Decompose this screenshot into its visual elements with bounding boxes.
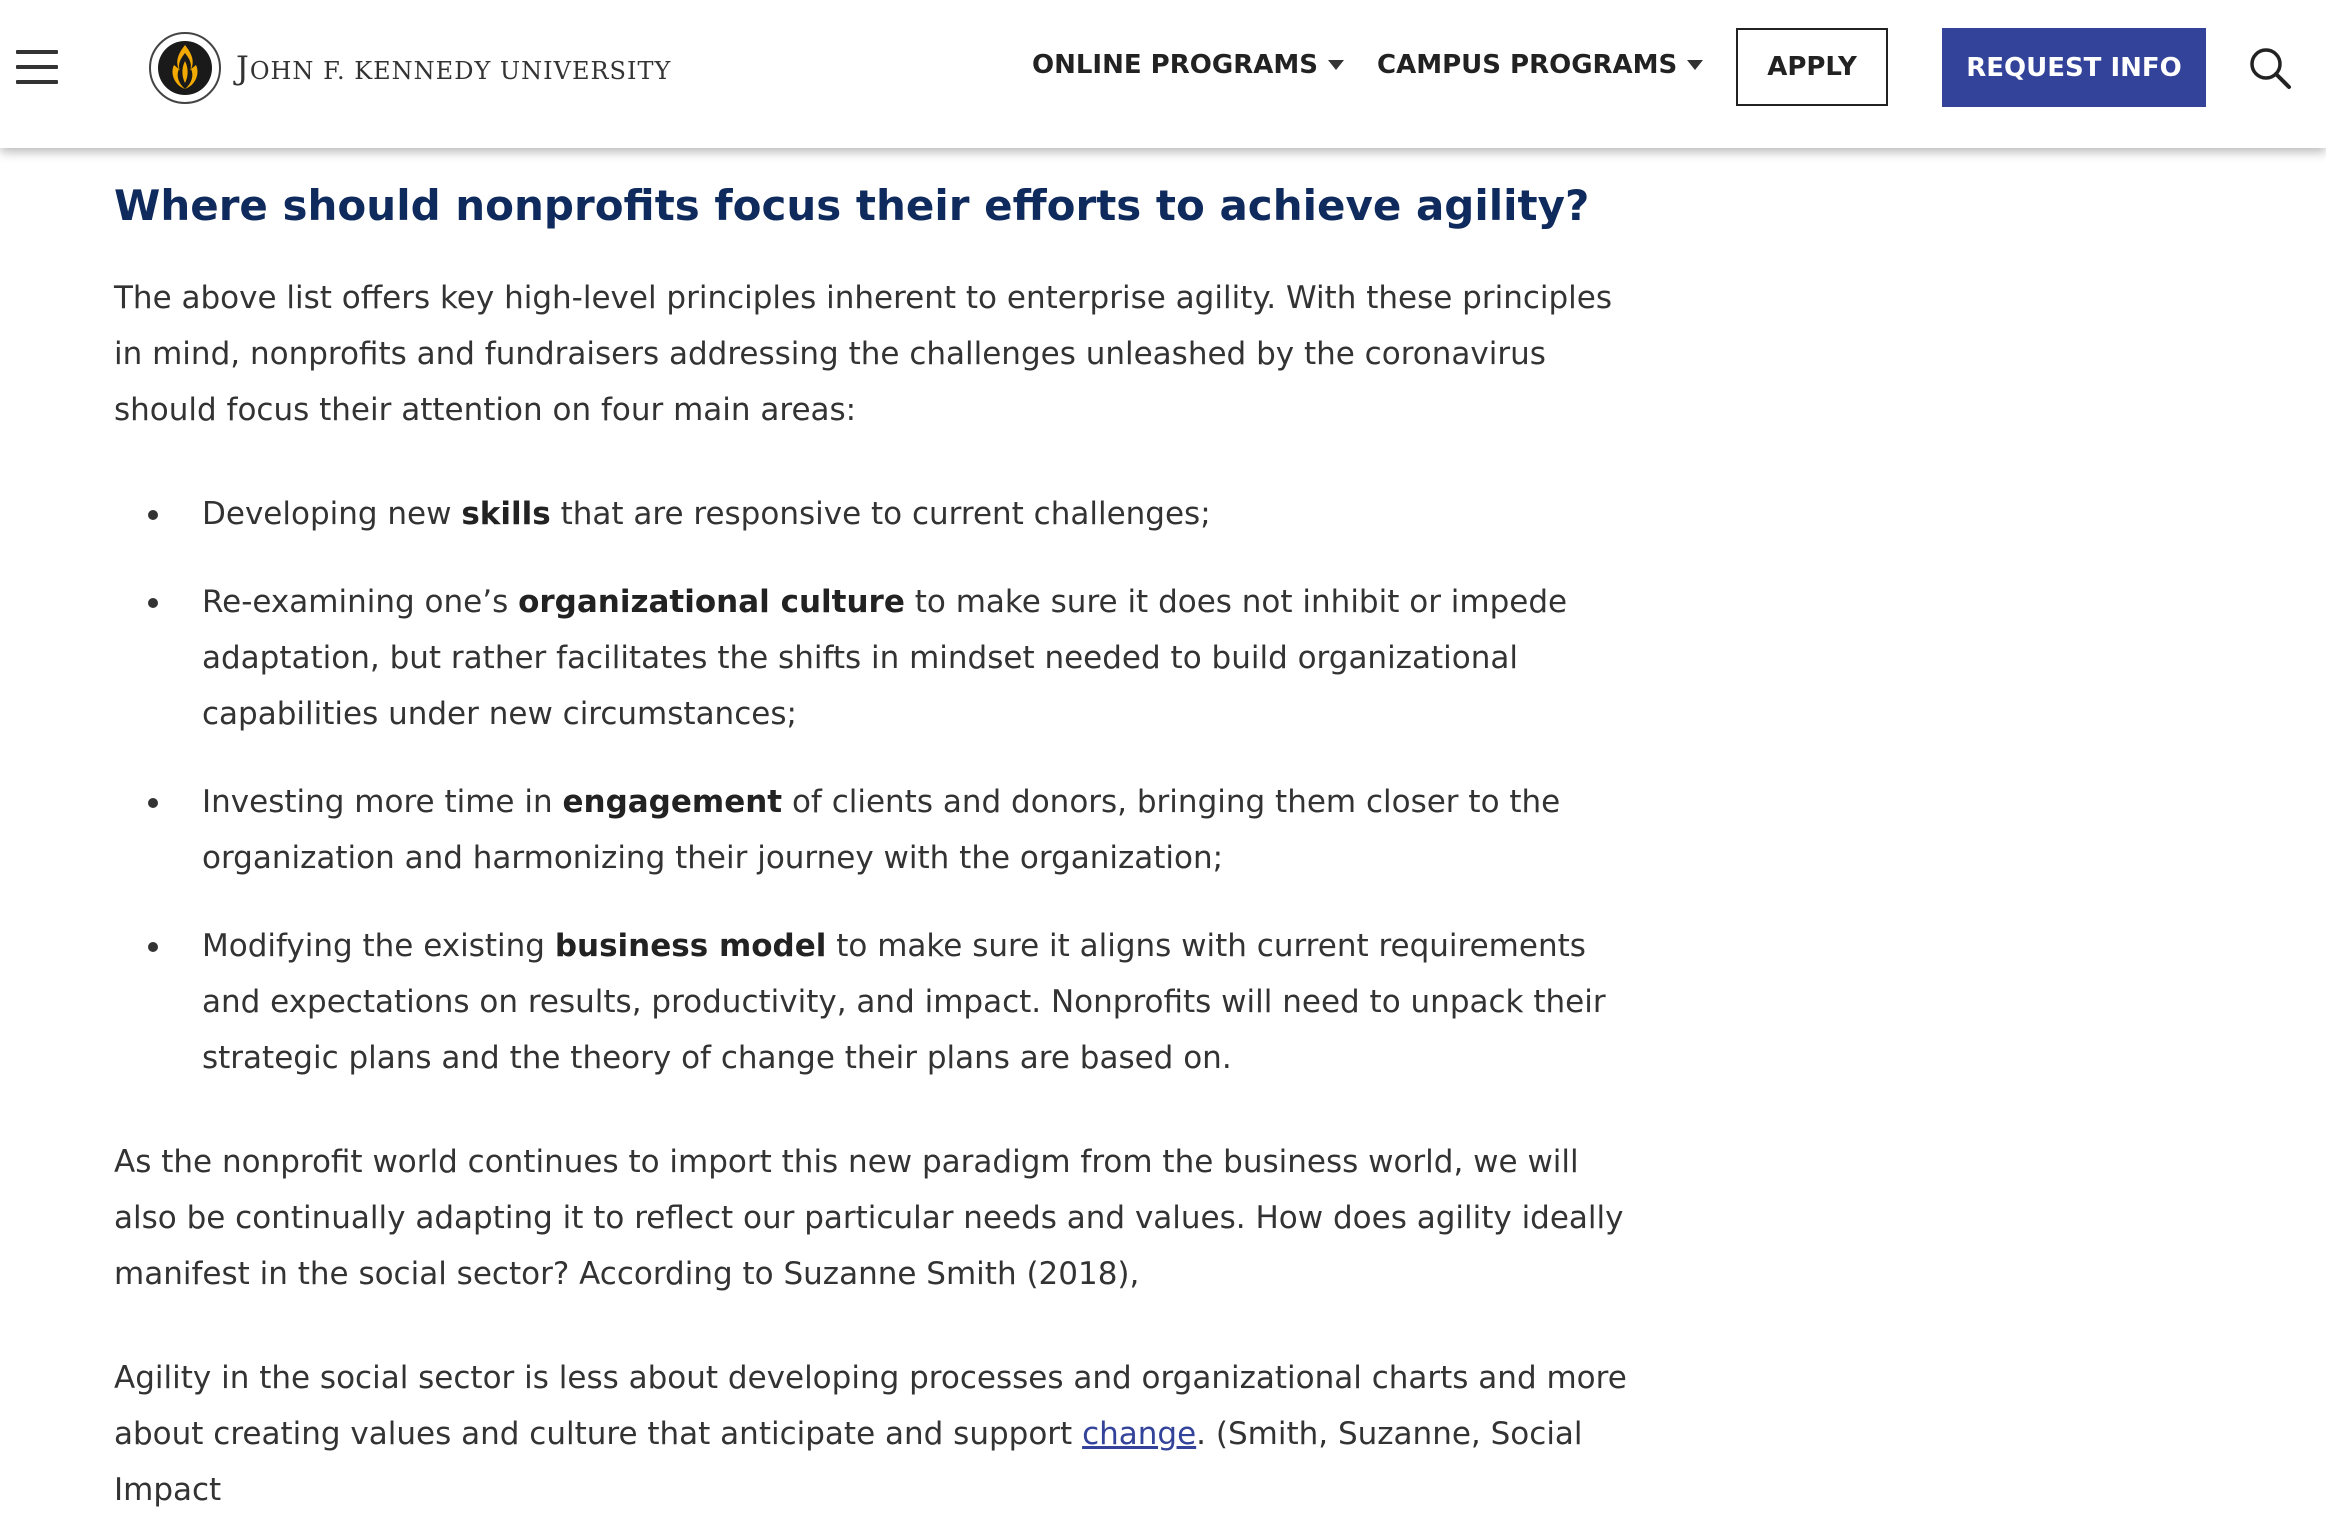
nav-online-programs[interactable]	[1032, 50, 1344, 80]
search-icon[interactable]	[2248, 46, 2292, 90]
nav-online-programs-label: ONLINE PROGRAMS	[1032, 50, 1318, 80]
list-item-text: Developing new	[202, 496, 462, 532]
list-item-text: Modifying the existing	[202, 928, 555, 964]
university-seal-icon	[148, 31, 222, 105]
list-item-keyword: skills	[461, 496, 551, 532]
university-logo[interactable]	[148, 30, 671, 106]
list-item-keyword: business model	[554, 928, 827, 964]
hamburger-menu-icon[interactable]	[16, 48, 58, 86]
logo-text: JOHN F. KENNEDY UNIVERSITY	[236, 49, 672, 87]
quote-citation: . (Smith, Suzanne, Social Impact	[114, 1416, 1583, 1508]
list-item-text: that are responsive to current challenges;	[550, 496, 1211, 532]
nav-campus-programs-label: CAMPUS PROGRAMS	[1377, 50, 1678, 80]
intro-paragraph: The above list offers key high-level principles inherent to enterprise agility. With these principles in mind, nonprofits and fundraisers addressing the challenges unleashed by the coronavirus should focus their attention on four main areas:	[114, 280, 1613, 428]
list-item-text: to make sure it aligns with current requirements and expectations on results, productivity, and impact. Nonprofits will need to unpack their strategic plans and the theory of change their plans are based on.	[202, 928, 1606, 1076]
list-item-text: of clients and donors, bringing them closer to the organization and harmonizing their journey with the organization;	[202, 784, 1561, 876]
apply-button[interactable]: APPLY	[1736, 28, 1888, 106]
body-paragraph: As the nonprofit world continues to import this new paradigm from the business world, we will also be continually adapting it to reflect our particular needs and values. How does agility ideally manifest in the social sector? According to Suzanne Smith (2018),	[114, 1144, 1624, 1292]
nav-campus-programs[interactable]	[1377, 50, 1703, 80]
list-item	[114, 486, 1634, 542]
quote-text: Agility in the social sector is less about developing processes and organizational charts and more about creating values and culture that anticipate and support	[114, 1360, 1627, 1452]
list-item	[114, 774, 1634, 886]
site-header	[0, 0, 2326, 148]
list-item-keyword: organizational culture	[518, 584, 905, 620]
list-item-text: to make sure it does not inhibit or impede adaptation, but rather facilitates the shifts in mindset needed to build organizational capabilities under new circumstances;	[202, 584, 1568, 732]
quote-paragraph	[114, 1350, 1634, 1518]
list-item	[114, 918, 1634, 1086]
request-info-button[interactable]: REQUEST INFO	[1942, 28, 2206, 107]
focus-areas-list	[114, 486, 1634, 1086]
caret-down-icon	[1328, 60, 1344, 70]
article-content	[114, 148, 1634, 1518]
section-heading: Where should nonprofits focus their efforts to achieve agility?	[114, 181, 1590, 230]
caret-down-icon	[1687, 60, 1703, 70]
list-item-text: Investing more time in	[202, 784, 563, 820]
change-link[interactable]: change	[1082, 1416, 1197, 1452]
list-item-keyword: engagement	[562, 784, 783, 820]
list-item	[114, 574, 1634, 742]
list-item-text: Re-examining one’s	[202, 584, 519, 620]
